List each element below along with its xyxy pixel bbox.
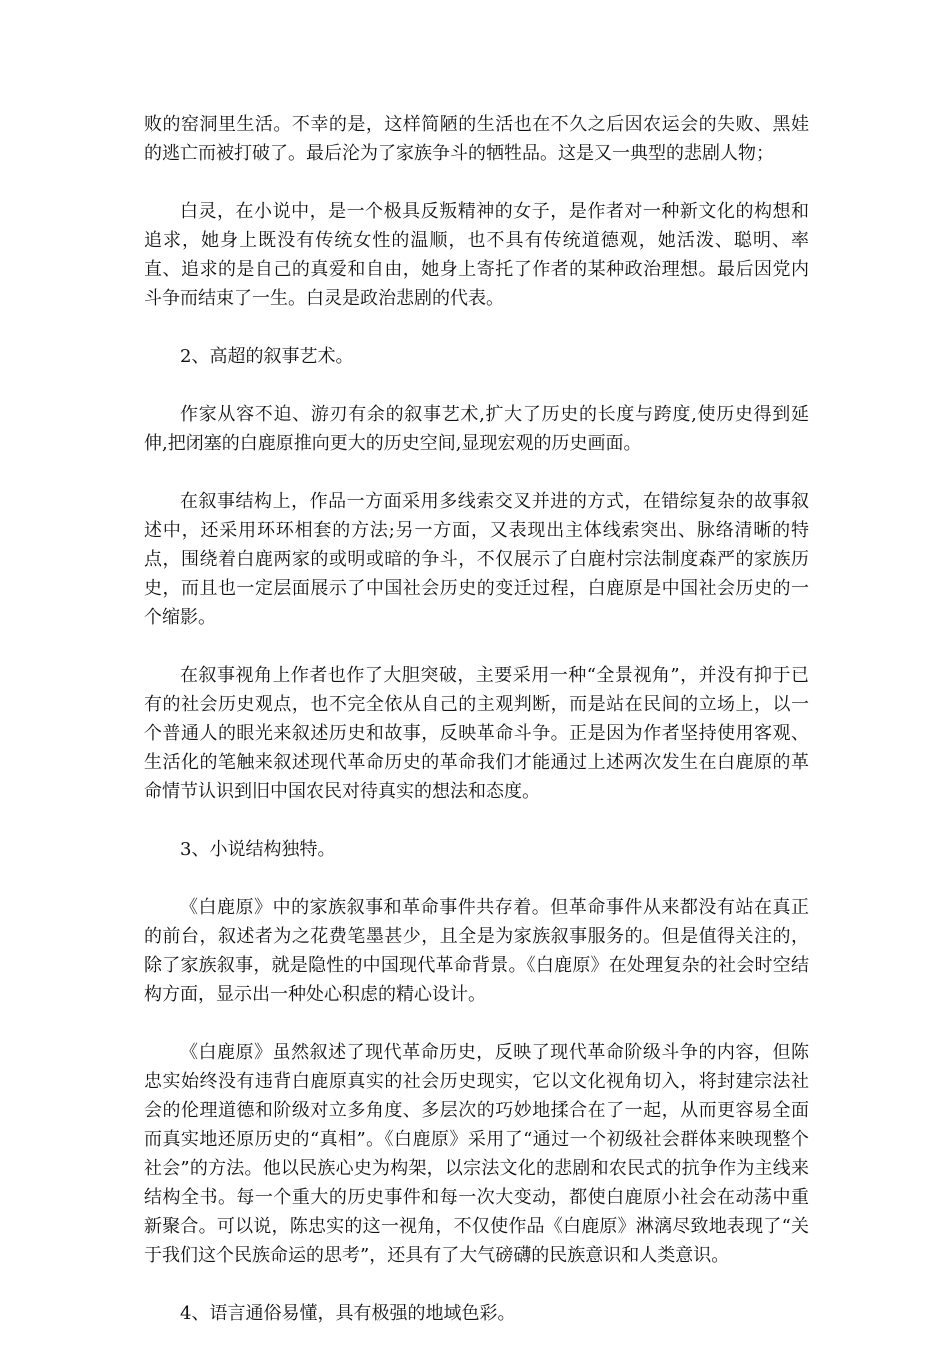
- section-heading-novel-structure: 3、小说结构独特。: [180, 839, 336, 860]
- paragraph-cultural-perspective: 《白鹿原》虽然叙述了现代革命历史，反映了现代革命阶级斗争的内容，但陈忠实始终没有违背白鹿原真实的社会历史现实，它以文化视角切入，将封建宗法社会的伦理道德和阶级对立多角度、多层次的巧妙地揉合在了一起，从而更容易全面而真实地还原历史的“真相”。《白鹿原》采用了“通过一个初级社会群体来映现整个社会”的方法。他以民族心史为构架，以宗法文化的悲剧和农民式的抗争作为主线来结构全书。每一个重大的历史事件和每一次大变动，都使白鹿原小社会在动荡中重新聚合。可以说，陈忠实的这一视角，不仅使作品《白鹿原》淋漓尽致地表现了“关于我们这个民族命运的思考”，还具有了大气磅礴的民族意识和人类意识。: [144, 1042, 809, 1266]
- paragraph-narrative-perspective: 在叙事视角上作者也作了大胆突破，主要采用一种“全景视角”，并没有抑于已有的社会历史观点，也不完全依从自己的主观判断，而是站在民间的立场上，以一个普通人的眼光来叙述历史和故事，反映革命斗争。正是因为作者坚持使用客观、生活化的笔触来叙述现代革命历史的革命我们才能通过上述两次发生在白鹿原的革命情节认识到旧中国农民对待真实的想法和态度。: [144, 665, 809, 802]
- section-heading-language: 4、语言通俗易懂，具有极强的地域色彩。: [180, 1303, 516, 1324]
- paragraph-family-revolution: 《白鹿原》中的家族叙事和革命事件共存着。但革命事件从来都没有站在真正的前台，叙述者为之花费笔墨甚少，且全是为家族叙事服务的。但是值得关注的，除了家族叙事，就是隐性的中国现代革命背景。《白鹿原》在处理复杂的社会时空结构方面，显示出一种处心积虑的精心设计。: [144, 897, 809, 1005]
- paragraph-narrative-structure: 在叙事结构上，作品一方面采用多线索交叉并进的方式，在错综复杂的故事叙述中，还采用环环相套的方法;另一方面，又表现出主体线索突出、脉络清晰的特点，围绕着白鹿两家的或明或暗的争斗，不仅展示了白鹿村宗法制度森严的家族历史，而且也一定层面展示了中国社会历史的变迁过程，白鹿原是中国社会历史的一个缩影。: [144, 491, 809, 628]
- paragraph-narrative-art: 作家从容不迫、游刃有余的叙事艺术,扩大了历史的长度与跨度,使历史得到延伸,把闭塞的白鹿原推向更大的历史空间,显现宏观的历史画面。: [144, 404, 809, 454]
- paragraph-bailing: 白灵，在小说中，是一个极具反叛精神的女子，是作者对一种新文化的构想和追求，她身上既没有传统女性的温顺，也不具有传统道德观，她活泼、聪明、率直、追求的是自己的真爱和自由，她身上寄托了作者的某种政治理想。最后因党内斗争而结束了一生。白灵是政治悲剧的代表。: [144, 201, 809, 309]
- section-heading-narrative-art: 2、高超的叙事艺术。: [180, 346, 354, 367]
- paragraph-continuation: 败的窑洞里生活。不幸的是，这样简陋的生活也在不久之后因农运会的失败、黑娃的逃亡而被打破了。最后沦为了家族争斗的牺牲品。这是又一典型的悲剧人物；: [144, 114, 809, 164]
- document-page: [144, 110, 809, 1357]
